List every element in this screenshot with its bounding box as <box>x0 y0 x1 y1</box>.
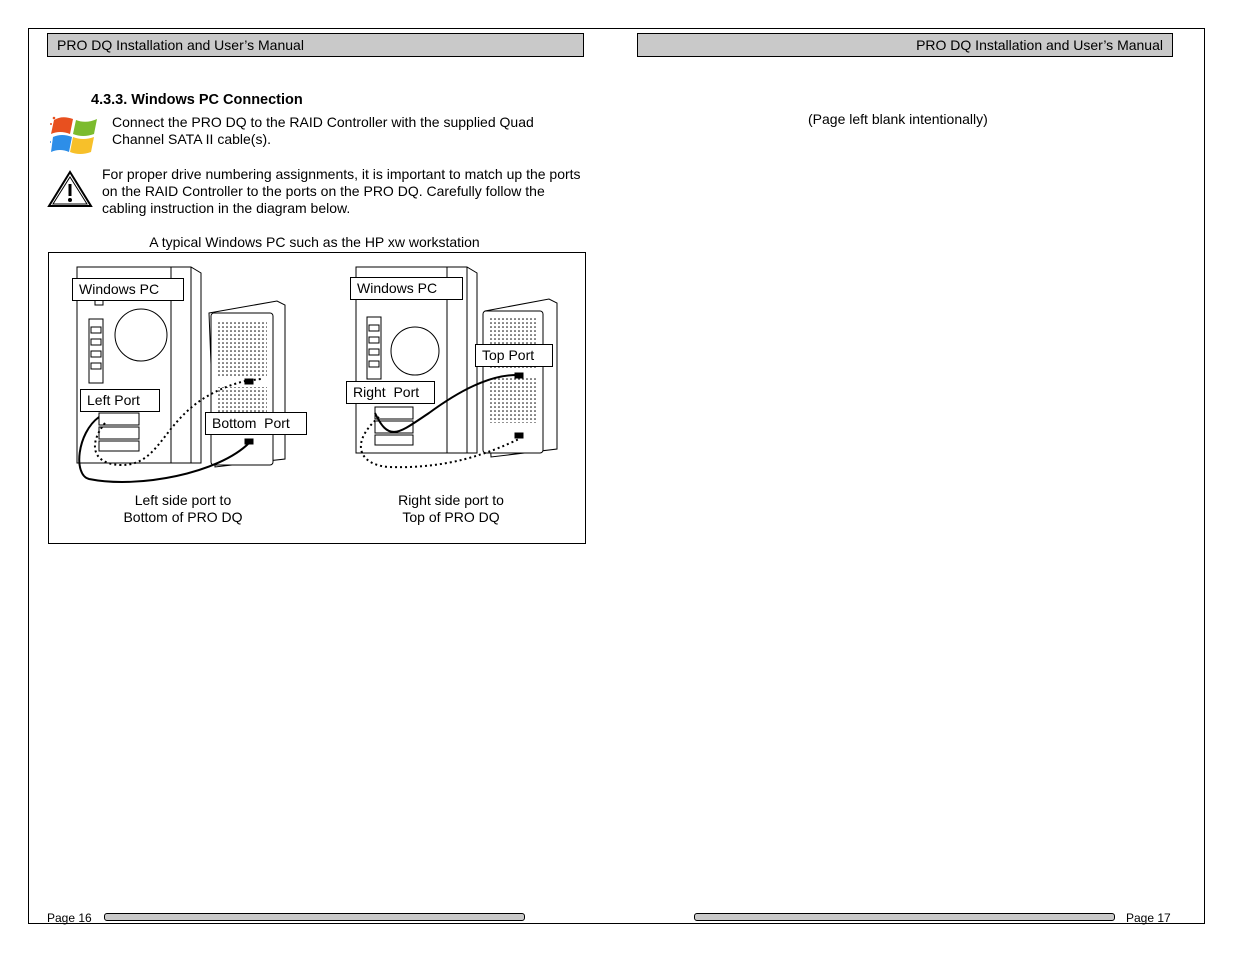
left-prodq-drive <box>209 301 285 467</box>
right-subcaption <box>351 492 551 526</box>
windows-logo-icon <box>50 112 102 158</box>
left-port-label: Left Port <box>80 389 160 412</box>
footer-left-page-number: Page 16 <box>47 911 92 925</box>
left-subcaption-line2: Bottom of PRO DQ <box>123 509 243 525</box>
header-left-title: PRO DQ Installation and User’s Manual <box>47 33 584 57</box>
diagram-caption: A typical Windows PC such as the HP xw workstation <box>149 234 480 250</box>
header-right-title: PRO DQ Installation and User’s Manual <box>637 33 1173 57</box>
left-subcaption <box>83 492 283 526</box>
left-subcaption-line1: Left side port to <box>134 492 232 508</box>
footer-right-page-number: Page 17 <box>1126 911 1171 925</box>
connect-instruction: Connect the PRO DQ to the RAID Controller with the supplied Quad Channel SATA II cable(s). <box>112 114 534 147</box>
cabling-diagram <box>48 252 586 544</box>
footer-right-bar <box>694 913 1115 921</box>
right-port-label: Right Port <box>346 381 435 404</box>
left-windows-pc-label: Windows PC <box>72 278 184 301</box>
footer-left-bar <box>104 913 525 921</box>
blank-page-note: (Page left blank intentionally) <box>808 111 988 127</box>
right-subcaption-line2: Top of PRO DQ <box>402 509 500 525</box>
right-windows-pc-label: Windows PC <box>350 277 463 300</box>
numbering-warning: For proper drive numbering assignments, it is important to match up the ports on the RAID Controller to the ports on the PRO DQ. Carefully follow the cabling instruction in the diagram below. <box>102 166 581 216</box>
bottom-port-label: Bottom Port <box>205 412 307 435</box>
warning-icon <box>47 170 93 208</box>
top-port-label: Top Port <box>475 344 553 367</box>
right-subcaption-line1: Right side port to <box>398 492 504 508</box>
section-title: 4.3.3. Windows PC Connection <box>91 92 303 108</box>
